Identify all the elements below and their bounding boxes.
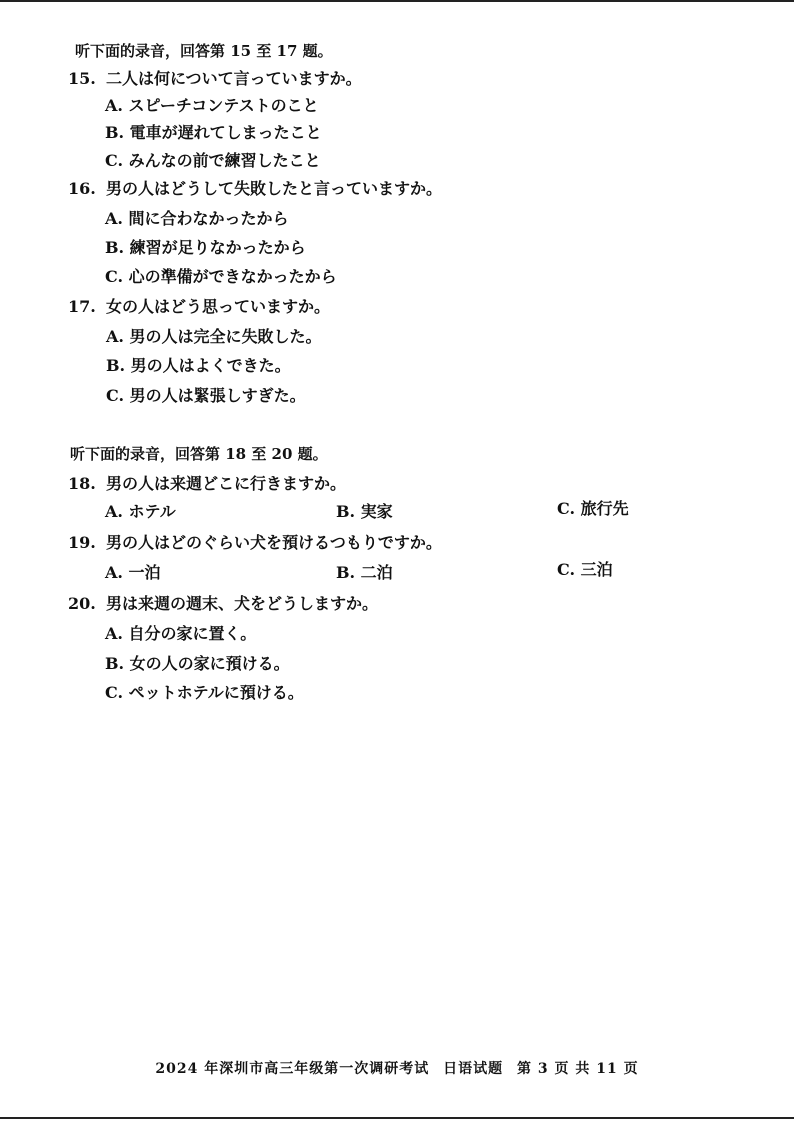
page-footer [0, 1058, 794, 1078]
option-20b: B. 女の人の家に預ける。 [105, 654, 290, 673]
option-17c: C. 男の人は緊張しすぎた。 [106, 386, 306, 405]
option-15c: C. みんなの前で練習したこと [105, 151, 321, 170]
option-18c: C. 旅行先 [557, 499, 629, 518]
question-text: 女の人はどう思っていますか。 [106, 297, 331, 316]
question-20 [68, 591, 378, 614]
top-border [0, 0, 794, 2]
question-number: 20. [68, 594, 96, 613]
section-instruction-2: 听下面的录音，回答第 18 至 20 题。 [70, 445, 328, 463]
question-number: 15. [68, 69, 96, 88]
footer-page-number: 第 3 页 共 11 页 [517, 1061, 639, 1077]
question-text: 男の人はどうして失敗したと言っていますか。 [106, 179, 443, 198]
option-16a: A. 間に合わなかったから [105, 209, 289, 228]
question-number: 19. [68, 533, 96, 552]
option-16b: B. 練習が足りなかったから [105, 238, 306, 257]
question-number: 16. [68, 179, 96, 198]
bottom-border [0, 1117, 794, 1119]
option-18b: B. 実家 [336, 502, 393, 521]
question-18 [68, 471, 346, 494]
question-17 [68, 294, 330, 317]
question-text: 男の人はどのぐらい犬を預けるつもりですか。 [106, 533, 442, 552]
question-text: 二人は何について言っていますか。 [106, 69, 362, 88]
option-19c: C. 三泊 [557, 560, 613, 579]
footer-exam-title: 2024 年深圳市高三年级第一次调研考试 [155, 1061, 430, 1077]
option-17b: B. 男の人はよくできた。 [106, 356, 291, 375]
option-15a: A. スピーチコンテストのこと [105, 96, 319, 115]
option-18a: A. ホテル [105, 502, 176, 521]
option-16c: C. 心の準備ができなかったから [105, 267, 337, 286]
option-19b: B. 二泊 [336, 563, 393, 582]
footer-subject: 日语试题 [443, 1061, 504, 1077]
option-17a: A. 男の人は完全に失敗した。 [106, 327, 322, 346]
question-text: 男は来週の週末、犬をどうしますか。 [106, 594, 379, 613]
question-number: 18. [68, 474, 96, 493]
option-19a: A. 一泊 [105, 563, 161, 582]
section-instruction-1: 听下面的录音，回答第 15 至 17 题。 [75, 42, 333, 60]
question-text: 男の人は来週どこに行きますか。 [106, 474, 347, 493]
option-15b: B. 電車が遅れてしまったこと [105, 123, 322, 142]
option-20a: A. 自分の家に置く。 [105, 624, 257, 643]
question-number: 17. [68, 297, 96, 316]
question-15 [68, 66, 362, 89]
question-19 [68, 530, 442, 553]
option-20c: C. ペットホテルに預ける。 [105, 683, 304, 702]
question-16 [68, 176, 442, 199]
